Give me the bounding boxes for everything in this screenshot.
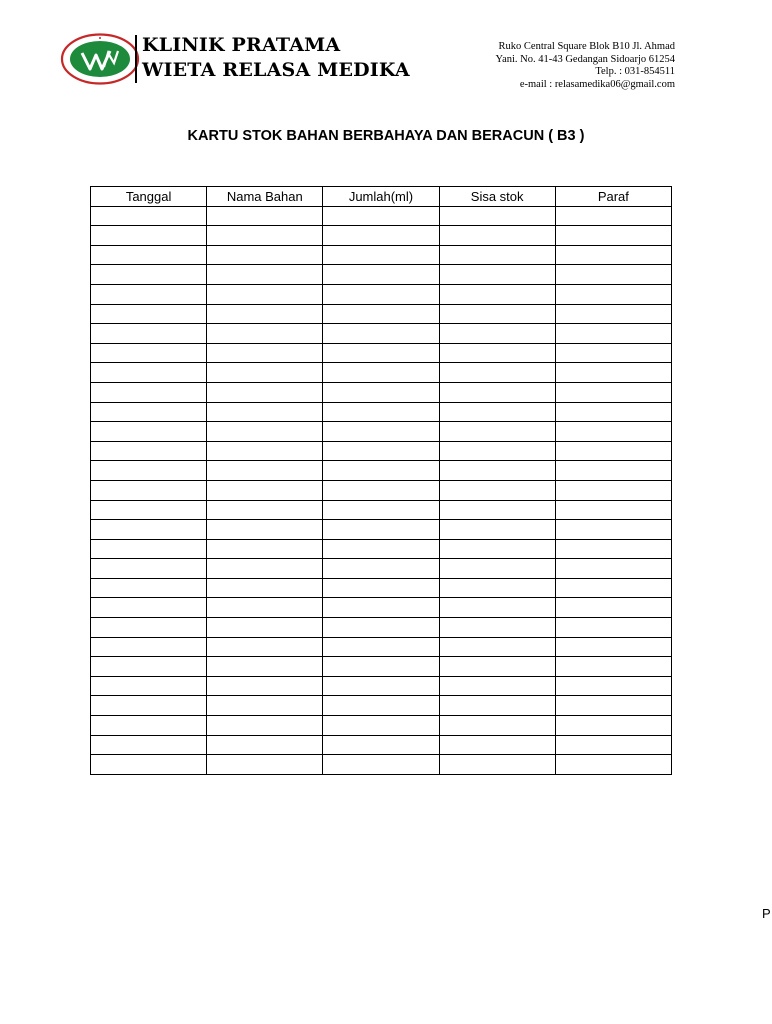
table-cell[interactable]: [207, 422, 323, 442]
table-row: [91, 304, 672, 324]
clinic-name: [142, 33, 410, 83]
table-row: [91, 559, 672, 579]
table-cell[interactable]: [91, 461, 207, 481]
table-cell[interactable]: [323, 755, 439, 775]
table-row: [91, 598, 672, 618]
table-cell[interactable]: [555, 480, 671, 500]
table-row: [91, 402, 672, 422]
table-cell[interactable]: [439, 716, 555, 736]
table-row: [91, 382, 672, 402]
table-cell[interactable]: [439, 755, 555, 775]
table-cell[interactable]: [439, 422, 555, 442]
table-row: [91, 480, 672, 500]
table-cell[interactable]: [323, 226, 439, 246]
table-cell[interactable]: [91, 578, 207, 598]
table-row: [91, 696, 672, 716]
table-cell[interactable]: [91, 382, 207, 402]
table-cell[interactable]: [323, 578, 439, 598]
table-cell[interactable]: [207, 598, 323, 618]
table-cell[interactable]: [555, 500, 671, 520]
table-cell[interactable]: [207, 716, 323, 736]
email-address: e-mail : relasamedika06@gmail.com: [519, 78, 675, 90]
table-cell[interactable]: [555, 441, 671, 461]
table-cell[interactable]: [555, 284, 671, 304]
table-cell[interactable]: [323, 480, 439, 500]
table-row: [91, 755, 672, 775]
table-cell[interactable]: [555, 226, 671, 246]
table-cell[interactable]: [439, 245, 555, 265]
table-cell[interactable]: [323, 657, 439, 677]
table-row: [91, 539, 672, 559]
phone-number: Telp. : 031-854511: [595, 66, 675, 77]
table-cell[interactable]: [91, 284, 207, 304]
table-cell[interactable]: [439, 559, 555, 579]
table-cell[interactable]: [555, 324, 671, 344]
column-header-paraf: Paraf: [555, 187, 671, 207]
table-cell[interactable]: [207, 324, 323, 344]
table-cell[interactable]: [439, 324, 555, 344]
table-cell[interactable]: [323, 422, 439, 442]
table-cell[interactable]: [91, 598, 207, 618]
table-cell[interactable]: [207, 461, 323, 481]
table-cell[interactable]: [91, 676, 207, 696]
table-cell[interactable]: [323, 716, 439, 736]
table-cell[interactable]: [323, 735, 439, 755]
table-cell[interactable]: [207, 441, 323, 461]
table-cell[interactable]: [439, 578, 555, 598]
table-cell[interactable]: [439, 539, 555, 559]
table-cell[interactable]: [323, 402, 439, 422]
table-cell[interactable]: [207, 657, 323, 677]
table-cell[interactable]: [439, 343, 555, 363]
clinic-name-line1: KLINIK PRATAMA: [142, 34, 341, 56]
table-cell[interactable]: [91, 696, 207, 716]
table-row: [91, 657, 672, 677]
table-row: [91, 206, 672, 226]
table-cell[interactable]: [555, 755, 671, 775]
table-row: [91, 618, 672, 638]
table-row: [91, 343, 672, 363]
table-cell[interactable]: [439, 735, 555, 755]
table-cell[interactable]: [555, 520, 671, 540]
table-cell[interactable]: [439, 265, 555, 285]
column-header-sisa-stok: Sisa stok: [439, 187, 555, 207]
table-cell[interactable]: [91, 441, 207, 461]
table-cell[interactable]: [207, 618, 323, 638]
table-cell[interactable]: [323, 696, 439, 716]
table-cell[interactable]: [91, 206, 207, 226]
table-cell[interactable]: [91, 520, 207, 540]
table-cell[interactable]: [323, 559, 439, 579]
table-row: [91, 324, 672, 344]
table-cell[interactable]: [323, 637, 439, 657]
table-cell[interactable]: [207, 304, 323, 324]
table-cell[interactable]: [323, 324, 439, 344]
table-cell[interactable]: [323, 304, 439, 324]
table-cell[interactable]: [207, 578, 323, 598]
table-cell[interactable]: [91, 716, 207, 736]
table-cell[interactable]: [439, 500, 555, 520]
table-cell[interactable]: [439, 480, 555, 500]
table-cell[interactable]: [555, 382, 671, 402]
table-cell[interactable]: [207, 539, 323, 559]
column-header-tanggal: Tanggal: [91, 187, 207, 207]
table-cell[interactable]: [323, 265, 439, 285]
table-cell[interactable]: [207, 559, 323, 579]
table-cell[interactable]: [207, 343, 323, 363]
table-cell[interactable]: [91, 657, 207, 677]
clinic-name-line2: WIETA RELASA MEDIKA: [142, 59, 410, 81]
table-cell[interactable]: [91, 245, 207, 265]
table-cell[interactable]: [439, 226, 555, 246]
table-cell[interactable]: [207, 676, 323, 696]
table-cell[interactable]: [439, 284, 555, 304]
table-cell[interactable]: [439, 363, 555, 383]
table-row: [91, 637, 672, 657]
table-row: [91, 676, 672, 696]
table-cell[interactable]: [555, 304, 671, 324]
table-cell[interactable]: [207, 696, 323, 716]
table-cell[interactable]: [91, 539, 207, 559]
table-cell[interactable]: [207, 735, 323, 755]
table-cell[interactable]: [555, 422, 671, 442]
table-cell[interactable]: [91, 402, 207, 422]
table-cell[interactable]: [207, 284, 323, 304]
table-row: [91, 245, 672, 265]
table-header-row: [91, 187, 672, 207]
table-cell[interactable]: [207, 363, 323, 383]
table-cell[interactable]: [439, 520, 555, 540]
address-line2: Yani. No. 41-43 Gedangan Sidoarjo 61254: [495, 53, 675, 65]
address-line1: Ruko Central Square Blok B10 Jl. Ahmad: [498, 41, 675, 52]
table-row: [91, 284, 672, 304]
table-cell[interactable]: [555, 363, 671, 383]
table-cell[interactable]: [555, 735, 671, 755]
table-cell[interactable]: [555, 265, 671, 285]
table-cell[interactable]: [323, 441, 439, 461]
table-cell[interactable]: [207, 755, 323, 775]
table-cell[interactable]: [555, 618, 671, 638]
table-cell[interactable]: [555, 598, 671, 618]
table-cell[interactable]: [439, 657, 555, 677]
table-cell[interactable]: [555, 696, 671, 716]
table-cell[interactable]: [323, 343, 439, 363]
table-cell[interactable]: [91, 324, 207, 344]
table-cell[interactable]: [323, 676, 439, 696]
table-cell[interactable]: [91, 304, 207, 324]
table-row: [91, 500, 672, 520]
table-cell[interactable]: [439, 441, 555, 461]
table-cell[interactable]: [555, 559, 671, 579]
table-cell[interactable]: [439, 676, 555, 696]
table-cell[interactable]: [439, 461, 555, 481]
table-cell[interactable]: [91, 735, 207, 755]
table-cell[interactable]: [207, 637, 323, 657]
table-row: [91, 735, 672, 755]
table-cell[interactable]: [439, 206, 555, 226]
table-cell[interactable]: [207, 206, 323, 226]
table-cell[interactable]: [439, 598, 555, 618]
table-cell[interactable]: [439, 304, 555, 324]
table-cell[interactable]: [323, 598, 439, 618]
table-row: [91, 578, 672, 598]
document-title: KARTU STOK BAHAN BERBAHAYA DAN BERACUN ( B3 ): [187, 128, 585, 144]
table-cell[interactable]: [555, 402, 671, 422]
table-cell[interactable]: [91, 343, 207, 363]
table-cell[interactable]: [555, 716, 671, 736]
table-cell[interactable]: [323, 284, 439, 304]
table-cell[interactable]: [207, 402, 323, 422]
table-cell[interactable]: [91, 618, 207, 638]
table-cell[interactable]: [555, 206, 671, 226]
table-cell[interactable]: [555, 343, 671, 363]
table-cell[interactable]: [555, 461, 671, 481]
table-cell[interactable]: [439, 402, 555, 422]
table-row: [91, 265, 672, 285]
table-cell[interactable]: [91, 422, 207, 442]
table-cell[interactable]: [207, 226, 323, 246]
table-cell[interactable]: [207, 500, 323, 520]
table-cell[interactable]: [323, 245, 439, 265]
table-cell[interactable]: [555, 657, 671, 677]
table-cell[interactable]: [91, 637, 207, 657]
table-row: [91, 422, 672, 442]
table-cell[interactable]: [207, 265, 323, 285]
table-cell[interactable]: [323, 539, 439, 559]
table-cell[interactable]: [555, 245, 671, 265]
table-cell[interactable]: [555, 539, 671, 559]
table-cell[interactable]: [91, 363, 207, 383]
table-cell[interactable]: [323, 461, 439, 481]
table-row: [91, 520, 672, 540]
table-cell[interactable]: [323, 382, 439, 402]
column-header-nama-bahan: Nama Bahan: [207, 187, 323, 207]
table-cell[interactable]: [323, 363, 439, 383]
table-row: [91, 363, 672, 383]
table-cell[interactable]: [207, 245, 323, 265]
table-cell[interactable]: [439, 382, 555, 402]
table-cell[interactable]: [91, 500, 207, 520]
table-cell[interactable]: [323, 500, 439, 520]
header-divider: [135, 35, 137, 83]
table-cell[interactable]: [91, 265, 207, 285]
table-row: [91, 441, 672, 461]
table-cell[interactable]: [91, 480, 207, 500]
table-cell[interactable]: [207, 520, 323, 540]
table-cell[interactable]: [439, 637, 555, 657]
clinic-address: [496, 41, 675, 91]
table-cell[interactable]: [555, 578, 671, 598]
table-cell[interactable]: [91, 755, 207, 775]
table-cell[interactable]: [323, 618, 439, 638]
table-row: [91, 226, 672, 246]
stock-card-table: [90, 186, 672, 775]
table-cell[interactable]: [555, 676, 671, 696]
table-body: [91, 206, 672, 774]
column-header-jumlah: Jumlah(ml): [323, 187, 439, 207]
table-cell[interactable]: [91, 226, 207, 246]
table-cell[interactable]: [439, 696, 555, 716]
table-row: [91, 461, 672, 481]
table-cell[interactable]: [91, 559, 207, 579]
table-cell[interactable]: [207, 480, 323, 500]
table-cell[interactable]: [323, 520, 439, 540]
table-row: [91, 716, 672, 736]
table-cell[interactable]: [323, 206, 439, 226]
cut-off-page-text: P: [762, 906, 771, 921]
clinic-logo-icon: [60, 33, 140, 85]
table-cell[interactable]: [439, 618, 555, 638]
table-cell[interactable]: [207, 382, 323, 402]
table-cell[interactable]: [555, 637, 671, 657]
